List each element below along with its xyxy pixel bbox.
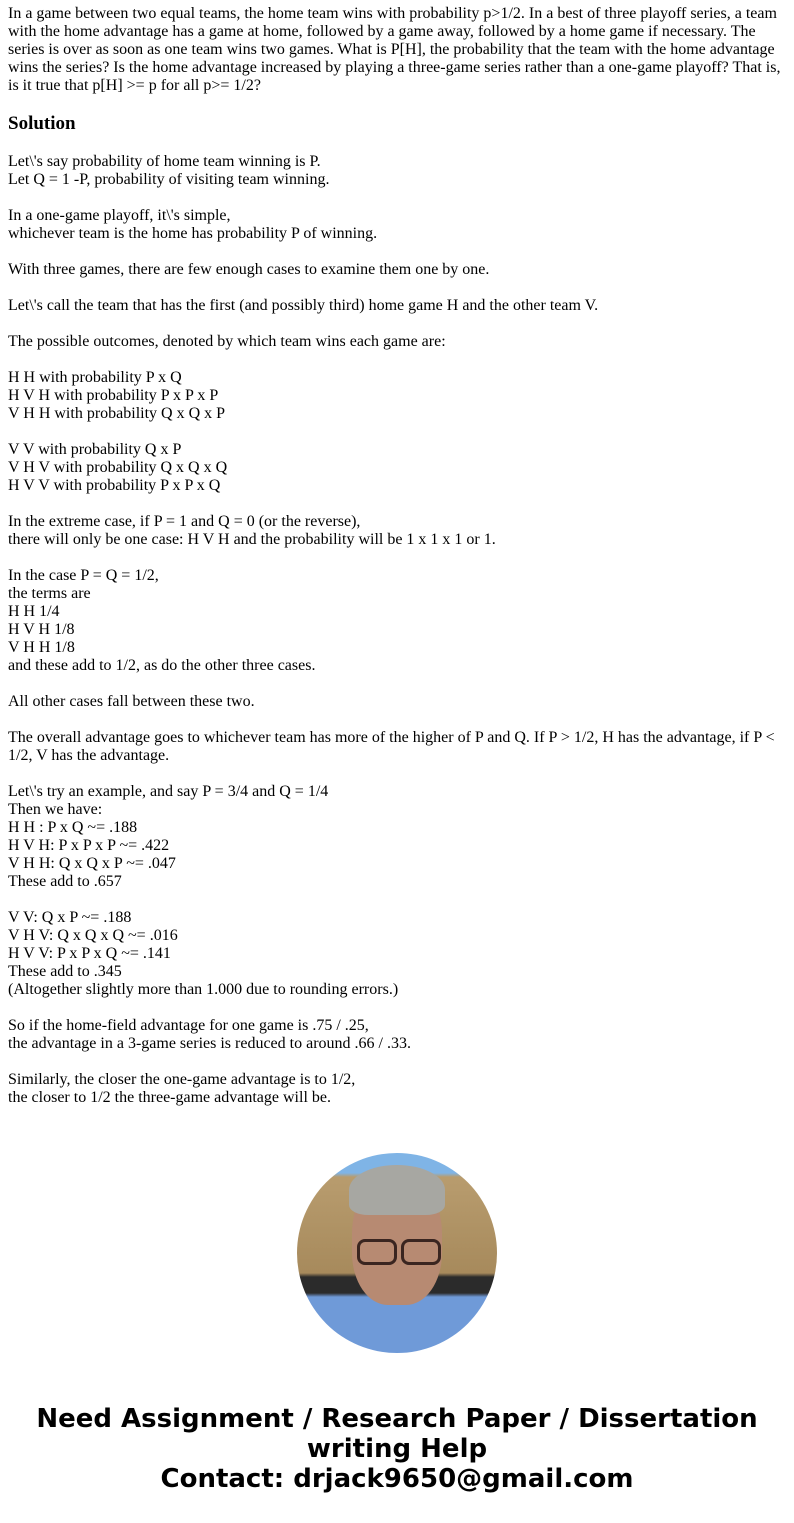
hair [349, 1165, 445, 1215]
solution-line: Similarly, the closer the one-game advantage is to 1/2, [8, 1071, 356, 1088]
solution-line [8, 675, 786, 693]
solution-line: H H with probability P x Q [8, 369, 182, 386]
solution-line: The possible outcomes, denoted by which team wins each game are: [8, 333, 446, 350]
solution-line: The overall advantage goes to whichever team has more of the higher of P and Q. If P > 1/2, H has the advantage, if P < 1/2, V has the advantage. [8, 729, 779, 764]
solution-heading: Solution [8, 113, 76, 134]
contact-banner [0, 1404, 794, 1494]
solution-line [8, 279, 786, 297]
solution-line: H H 1/4 [8, 603, 60, 620]
solution-line [8, 351, 786, 369]
solution-line: the closer to 1/2 the three-game advantage will be. [8, 1089, 331, 1106]
solution-line [8, 189, 786, 207]
solution-line [8, 891, 786, 909]
author-photo [297, 1153, 497, 1353]
footer-line-2: Contact: drjack9650@gmail.com [160, 1464, 634, 1494]
solution-line: V V: Q x P ~= .188 [8, 909, 132, 926]
solution-line [8, 549, 786, 567]
solution-line: V V with probability Q x P [8, 441, 182, 458]
solution-line: In the case P = Q = 1/2, [8, 567, 159, 584]
solution-line: V H H 1/8 [8, 639, 75, 656]
solution-line [8, 711, 786, 729]
glasses-left [357, 1239, 397, 1265]
solution-line: H H : P x Q ~= .188 [8, 819, 138, 836]
solution-line: Then we have: [8, 801, 103, 818]
solution-line: Let\'s call the team that has the first (and possibly third) home game H and the other team V. [8, 297, 599, 314]
solution-line: Let\'s try an example, and say P = 3/4 and Q = 1/4 [8, 783, 329, 800]
solution-line: In a one-game playoff, it\'s simple, [8, 207, 231, 224]
solution-line: With three games, there are few enough cases to examine them one by one. [8, 261, 490, 278]
solution-line: V H V with probability Q x Q x Q [8, 459, 228, 476]
solution-line: and these add to 1/2, as do the other three cases. [8, 657, 316, 674]
solution-line: there will only be one case: H V H and the probability will be 1 x 1 x 1 or 1. [8, 531, 496, 548]
solution-line [8, 495, 786, 513]
solution-line: Let Q = 1 -P, probability of visiting team winning. [8, 171, 330, 188]
solution-line: the terms are [8, 585, 91, 602]
solution-line: whichever team is the home has probability P of winning. [8, 225, 378, 242]
solution-line [8, 765, 786, 783]
solution-body [8, 153, 786, 1107]
solution-line: H V H with probability P x P x P [8, 387, 219, 404]
solution-line: In the extreme case, if P = 1 and Q = 0 (or the reverse), [8, 513, 361, 530]
solution-line: All other cases fall between these two. [8, 693, 255, 710]
solution-line: H V H: P x P x P ~= .422 [8, 837, 170, 854]
question-text: In a game between two equal teams, the home team wins with probability p>1/2. In a best of three playoff series, a team with the home advantage has a game at home, followed by a game away, followed by a home game if necessary. The series is over as soon as one team wins two games. What is P[H], the probability that the team with the home advantage wins the series? Is the home advantage increased by playing a three-game series rather than a one-game playoff? That is, is it true that p[H] >= p for all p>= 1/2? [8, 5, 781, 94]
solution-line [8, 1053, 786, 1071]
solution-line: V H H: Q x Q x P ~= .047 [8, 855, 176, 872]
solution-line [8, 999, 786, 1017]
footer-line-1: Need Assignment / Research Paper / Dissertation writing Help [36, 1404, 758, 1464]
solution-line: V H V: Q x Q x Q ~= .016 [8, 927, 178, 944]
solution-line: These add to .657 [8, 873, 122, 890]
solution-line [8, 315, 786, 333]
solution-line: H V H 1/8 [8, 621, 75, 638]
solution-line: H V V with probability P x P x Q [8, 477, 221, 494]
glasses-right [401, 1239, 441, 1265]
solution-line: Let\'s say probability of home team winning is P. [8, 153, 321, 170]
solution-line [8, 243, 786, 261]
solution-line [8, 423, 786, 441]
solution-line: (Altogether slightly more than 1.000 due to rounding errors.) [8, 981, 399, 998]
solution-line: V H H with probability Q x Q x P [8, 405, 226, 422]
solution-line: the advantage in a 3-game series is reduced to around .66 / .33. [8, 1035, 411, 1052]
solution-line: So if the home-field advantage for one game is .75 / .25, [8, 1017, 369, 1034]
solution-line: These add to .345 [8, 963, 122, 980]
solution-line: H V V: P x P x Q ~= .141 [8, 945, 171, 962]
